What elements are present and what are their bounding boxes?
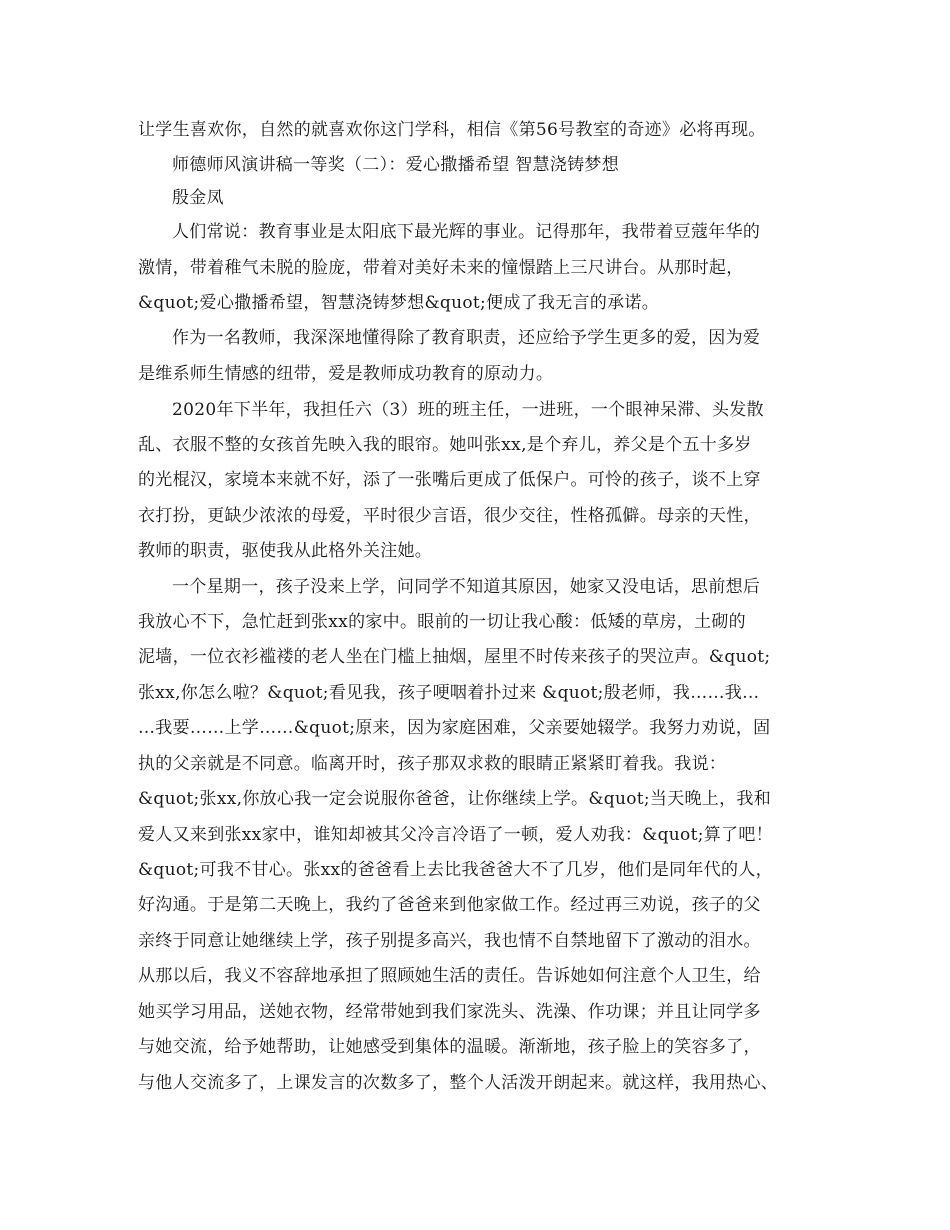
text-line: 激情，带着稚气未脱的脸庞，带着对美好未来的憧憬踏上三尺讲台。从那时起， xyxy=(138,258,744,278)
text-line: 是维系师生情感的纽带，爱是教师成功教育的原动力。 xyxy=(138,364,554,384)
text-line: 的光棍汉，家境本来就不好，添了一张嘴后更成了低保户。可怜的孩子，谈不上穿 xyxy=(138,470,761,490)
text-line: 爱人又来到张xx家中，谁知却被其父冷言冷语了一顿，爱人劝我：&quot;算了吧！ xyxy=(138,825,773,845)
text-line: 我放心不下，急忙赶到张xx的家中。眼前的一切让我心酸：低矮的草房，土砌的 xyxy=(138,612,746,632)
text-line: 亲终于同意让她继续上学，孩子别提多高兴，我也情不自禁地留下了激动的泪水。 xyxy=(138,931,761,951)
text-line: 让学生喜欢你，自然的就喜欢你这门学科，相信《第56号教室的奇迹》必将再现。 xyxy=(138,120,766,140)
text-line: 执的父亲就是不同意。临离开时，孩子那双求救的眼睛正紧紧盯着我。我说： xyxy=(138,754,727,774)
text-line: …我要……上学……&quot;原来，因为家庭困难，父亲要她辍学。我努力劝说，固 xyxy=(138,718,771,738)
text-line: 乱、衣服不整的女孩首先映入我的眼帘。她叫张xx,是个弃儿，养父是个五十多岁 xyxy=(138,435,752,455)
author-name: 殷金凤 xyxy=(172,188,224,208)
text-line: 她买学习用品，送她衣物，经常带她到我们家洗头、洗澡、作功课；并且让同学多 xyxy=(138,1002,761,1022)
text-line: &quot;可我不甘心。张xx的爸爸看上去比我爸爸大不了几岁，他们是同年代的人， xyxy=(138,860,773,880)
text-line: 衣打扮，更缺少浓浓的母爱，平时很少言语，很少交往，性格孤僻。母亲的天性， xyxy=(138,506,761,526)
text-line: 好沟通。于是第二天晚上，我约了爸爸来到他家做工作。经过再三劝说，孩子的父 xyxy=(138,895,761,915)
text-line: 泥墙，一位衣衫褴褛的老人坐在门槛上抽烟，屋里不时传来孩子的哭泣声。&quot; xyxy=(138,647,771,667)
text-line: 2020年下半年，我担任六（3）班的班主任，一进班，一个眼神呆滞、头发散 xyxy=(172,400,764,420)
text-line: 与他人交流多了，上课发言的次数多了，整个人活泼开朗起来。就这样，我用热心、 xyxy=(138,1073,779,1093)
text-line: 人们常说：教育事业是太阳底下最光辉的事业。记得那年，我带着豆蔻年华的 xyxy=(172,222,761,242)
text-line: 作为一名教师，我深深地懂得除了教育职责，还应给予学生更多的爱，因为爱 xyxy=(172,328,761,348)
section-heading: 师德师风演讲稿一等奖（二）：爱心撒播希望 智慧浇铸梦想 xyxy=(172,155,620,175)
text-line: &quot;张xx,你放心我一定会说服你爸爸，让你继续上学。&quot;当天晚上，我和 xyxy=(138,789,771,809)
text-line: 从那以后，我义不容辞地承担了照顾她生活的责任。告诉她如何注意个人卫生，给 xyxy=(138,966,761,986)
text-line: 教师的职责，驱使我从此格外关注她。 xyxy=(138,541,433,561)
text-line: 一个星期一，孩子没来上学，问同学不知道其原因，她家又没电话，思前想后 xyxy=(172,577,761,597)
text-line: 与她交流，给予她帮助，让她感受到集体的温暖。渐渐地，孩子脸上的笑容多了， xyxy=(138,1037,761,1057)
text-line: &quot;爱心撒播希望，智慧浇铸梦想&quot;便成了我无言的承诺。 xyxy=(138,293,660,313)
text-line: 张xx,你怎么啦？&quot;看见我，孩子哽咽着扑过来 &quot;殷老师，我……我… xyxy=(138,683,760,703)
